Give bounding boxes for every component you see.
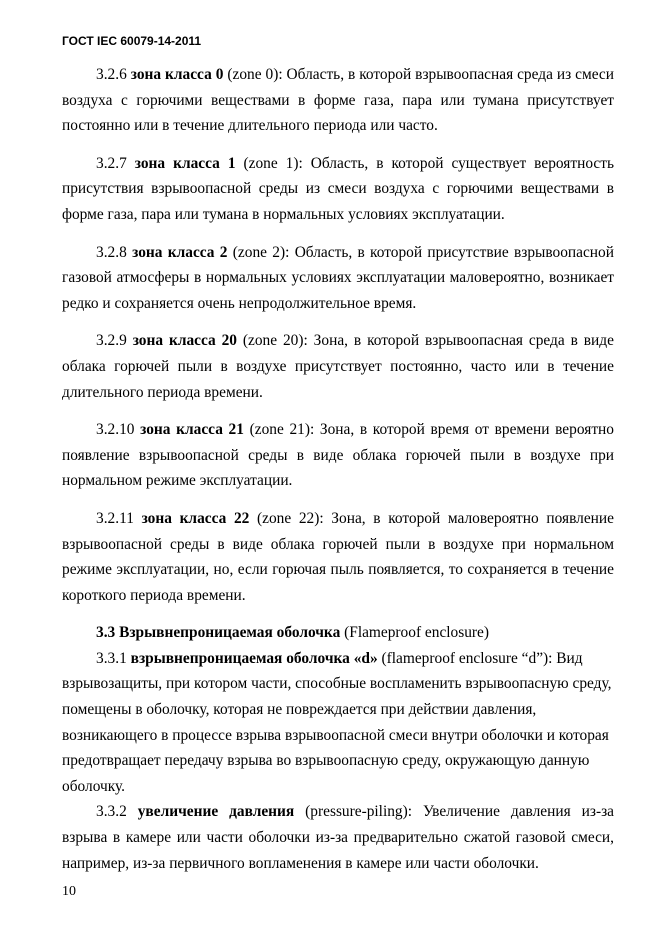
definition-text: Область, в которой взрывоопасная среда из смеси воздуха с горючими веществами в форме газа, пара или тумана присутствует постоянно или в течение длительного периода или часто. [62, 66, 614, 135]
clause-number: 3.2.7 [96, 154, 127, 172]
clause-number: 3.2.11 [96, 509, 134, 527]
clause-number: 3.3.1 [96, 649, 127, 667]
section-title: Взрывнепроницаемая оболочка [119, 624, 341, 642]
term-english: (Flameproof enclosure) [344, 624, 490, 642]
term-pressure-piling: увеличение давления [137, 803, 295, 821]
term-zone-22: зона класса 22 [141, 509, 250, 527]
term-flameproof-enclosure: взрывнепроницаемая оболочка «d» [130, 649, 378, 667]
definition-text: Увеличение давления из-за взрыва в камере или части оболочки из-за предварительно сжатой газовой смеси, например, из-за первичного вопламенения в камере или части оболочки. [62, 803, 614, 872]
definition-3-2-9 [62, 328, 614, 405]
definition-text: Область, в которой существует вероятность присутствия взрывоопасной среды из смеси воздуха с горючими веществами в форме газа, пара или тумана в нормальных условиях эксплуатации. [62, 154, 614, 223]
term-english: (zone 21): [249, 421, 315, 439]
clause-number: 3.3 [96, 624, 116, 642]
term-english: (pressure-piling): [305, 803, 413, 821]
clause-number: 3.2.9 [96, 332, 127, 350]
term-zone-20: зона класса 20 [132, 332, 237, 350]
term-zone-0: зона класса 0 [130, 66, 224, 83]
definition-3-2-7 [62, 151, 614, 228]
section-heading-3-3 [62, 620, 614, 646]
definition-3-3-2 [62, 799, 614, 876]
document-header-code: ГОСТ IEC 60079-14-2011 [62, 34, 202, 48]
term-english: (zone 1): [243, 154, 303, 172]
term-english: (zone 22): [257, 509, 324, 527]
clause-number: 3.2.10 [96, 421, 135, 439]
page-number: 10 [62, 884, 76, 899]
definition-text: Зона, в которой время от времени вероятно появление взрывоопасной среды в виде облака горючей пыли в воздухе при нормальном режиме эксплуатации. [62, 421, 614, 490]
term-english: (zone 0): [227, 66, 283, 83]
definition-text: Вид взрывозащиты, при котором части, способные воспламенить взрывоопасную среду, помещены в оболочку, которая не повреждается при действии давления, возникающего в процессе взрыва взрывоопасной смеси внутри оболочки и которая предотвращает передачу взрыва во взрывоопасную среду, окружающую данную оболочку. [62, 649, 612, 795]
definition-text: Зона, в которой маловероятно появление взрывоопасной среды в виде облака горючей пыли в воздухе при нормальном режиме эксплуатации, но, если горючая пыль появляется, то сохраняется в течение короткого периода времени. [62, 509, 614, 604]
definition-3-2-10 [62, 417, 614, 494]
term-zone-21: зона класса 21 [140, 421, 244, 439]
definition-3-2-11 [62, 506, 614, 608]
clause-number: 3.3.2 [96, 803, 127, 821]
definition-3-2-6 [62, 62, 614, 139]
clause-number: 3.2.6 [96, 66, 127, 83]
clause-number: 3.2.8 [96, 243, 127, 261]
definition-text: Зона, в которой взрывоопасная среда в виде облака горючей пыли в воздухе присутствует постоянно, часто или в течение длительного периода времени. [62, 332, 614, 401]
term-zone-1: зона класса 1 [134, 154, 236, 172]
definition-3-3-1 [62, 646, 614, 800]
term-english: (flameproof enclosure “d”): [381, 649, 553, 667]
definition-3-2-8 [62, 240, 614, 317]
term-english: (zone 2): [232, 243, 290, 261]
definition-text: Область, в которой присутствие взрывоопасной газовой атмосферы в нормальных условиях эксплуатации маловероятно, возникает редко и сохраняется очень непродолжительное время. [62, 243, 614, 312]
term-english: (zone 20): [242, 332, 308, 350]
term-zone-2: зона класса 2 [132, 243, 228, 261]
document-body [62, 62, 614, 876]
